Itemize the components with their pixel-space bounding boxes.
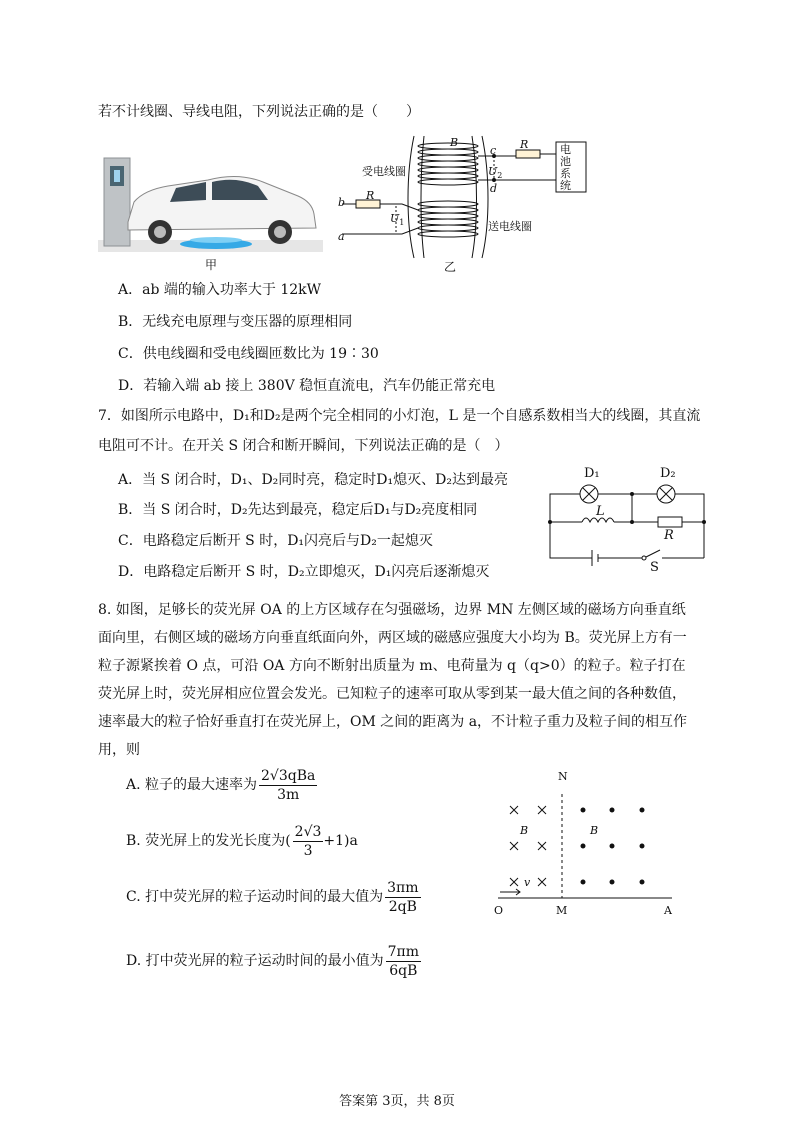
- q6-option-a: A．ab 端的输入功率大于 12kW: [118, 282, 322, 298]
- label-B-left-region: B: [520, 824, 529, 837]
- label-B-field: B: [450, 136, 459, 149]
- sender-coil-label: 送电线圈: [488, 220, 532, 233]
- q7-option-d: D．电路稳定后断开 S 时，D₂立即熄灭，D₁闪亮后逐渐熄灭: [118, 564, 490, 580]
- label-D2: D₂: [660, 466, 676, 481]
- label-B-right-region: B: [590, 824, 599, 837]
- receiver-coil-label: 受电线圈: [362, 165, 406, 178]
- figure-label-yi: 乙: [444, 260, 457, 274]
- label-R: R: [664, 528, 674, 543]
- q6-option-d: D．若输入端 ab 接上 380V 稳恒直流电，汽车仍能正常充电: [118, 378, 496, 394]
- wireless-charging-circuit: [336, 134, 596, 262]
- question-intro: 若不计线圈、导线电阻，下列说法正确的是（ ）: [98, 104, 420, 120]
- q8-magnetic-field-diagram: [494, 786, 674, 902]
- q7-stem-line1: 7．如图所示电路中，D₁和D₂是两个完全相同的小灯泡，L 是一个自感系数相当大的线圈，其直流: [98, 408, 701, 424]
- q7-option-c: C．电路稳定后断开 S 时，D₁闪亮后与D₂一起熄灭: [118, 533, 433, 549]
- label-R-top: R: [520, 138, 529, 151]
- q7-circuit-diagram: [546, 466, 708, 566]
- label-A: A: [664, 904, 672, 917]
- label-R-left: R: [366, 189, 375, 202]
- label-a: a: [338, 230, 345, 243]
- label-U1: $U_1$: [390, 212, 405, 228]
- page-footer: 答案第 3页，共 8页: [339, 1094, 455, 1109]
- q7-option-a: A．当 S 闭合时，D₁、D₂同时亮，稳定时D₁熄灭、D₂达到最亮: [118, 472, 508, 488]
- label-M: M: [556, 904, 568, 917]
- label-D1: D₁: [584, 466, 600, 481]
- figure-label-jia: 甲: [205, 258, 218, 272]
- q6-option-c: C．供电线圈和受电线圈匝数比为 19∶30: [118, 346, 379, 362]
- label-L: L: [596, 504, 605, 519]
- q6-option-b: B．无线充电原理与变压器的原理相同: [118, 314, 353, 330]
- q8-option-a: A. 粒子的最大速率为 $\frac{\text{2√3qBa}}{3m}$: [126, 767, 316, 803]
- label-d: d: [490, 182, 498, 195]
- label-c: c: [490, 144, 497, 157]
- label-b: b: [338, 196, 346, 209]
- q7-stem-line2: 电阻可不计。在开关 S 闭合和断开瞬间，下列说法正确的是（ ）: [98, 438, 509, 454]
- q8-option-c: C. 打中荧光屏的粒子运动时间的最大值为 $\frac{3\pi m}{2qB}$: [126, 879, 419, 915]
- label-U2: $U_2$: [488, 165, 503, 181]
- q8-option-d: D. 打中荧光屏的粒子运动时间的最小值为 $\frac{7\pi m}{6qB}$: [126, 943, 420, 979]
- q8-stem: 8. 如图，足够长的荧光屏 OA 的上方区域存在匀强磁场，边界 MN 左侧区域的磁场方向垂直纸面向里，右侧区域的磁场方向垂直纸面向外，两区域的磁感应强度大小均为 B。荧光屏上方有一粒子源紧挨着 O 点，可沿 OA 方向不断射出质量为 m、电荷量为 q（q>0）的粒子。粒子打在荧光屏上时，荧光屏相应位置会发光。已知粒子的速率可取从零到某一最大值之间的各种数值，速率最大的粒子恰好垂直打在荧光屏上，OM 之间的距离为 a，不计粒子重力及粒子间的相互作用，则: [98, 602, 688, 758]
- label-S: S: [650, 560, 659, 575]
- q8-option-b: B. 荧光屏上的发光长度为( $\frac{2√3}{3}$ +1)a: [126, 823, 358, 859]
- label-O: O: [494, 904, 504, 917]
- q7-option-b: B．当 S 闭合时，D₂先达到最亮，稳定后D₁与D₂亮度相同: [118, 502, 478, 518]
- label-N: N: [558, 770, 568, 783]
- battery-system-label: 电池系统: [560, 143, 571, 192]
- car-charging-illustration: [98, 152, 323, 252]
- label-v: v: [524, 876, 531, 889]
